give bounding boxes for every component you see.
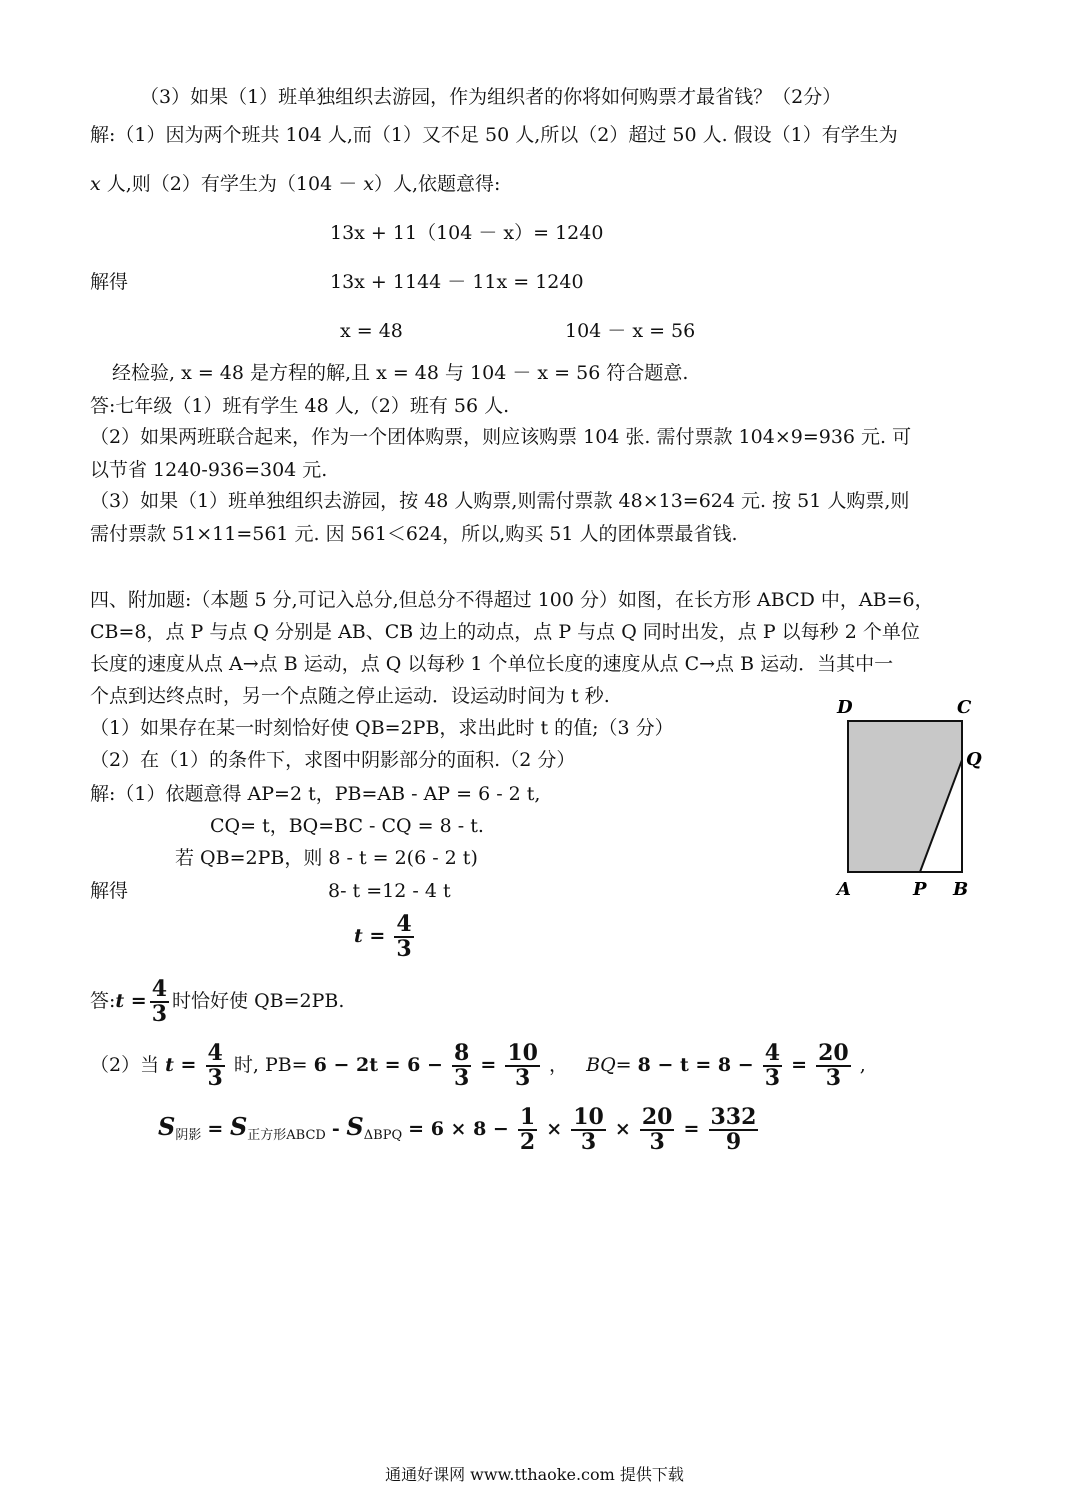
part2-calculation: （2）当 t = $\frac{4}{3}$ 时, PB= 6 − 2t = 6 − $\frac{8}{3}$ = $\frac{10}{3}$ ， BQ= 8 − t = 8 − $\frac{4}{3}$ = $\frac{20}{3}$ , xyxy=(90,1040,866,1092)
area-s-3: S xyxy=(346,1112,364,1142)
q3-title: （3）如果（1）班单独组织去游园，作为组织者的你将如何购票才最省钱？（2分） xyxy=(140,86,842,108)
answer-1: 答:七年级（1）班有学生 48 人,（2）班有 56 人. xyxy=(90,395,510,417)
area-sub-triangle: ΔBPQ xyxy=(363,1128,403,1144)
section4-line-1: 四、附加题:（本题 5 分,可记入总分,但总分不得超过 100 分）如图，在长方形 ABCD 中，AB=6， xyxy=(90,589,934,611)
section4-solution-1: 解:（1）依题意得 AP=2 t，PB=AB - AP = 6 - 2 t, xyxy=(90,783,541,805)
fraction-denominator: 3 xyxy=(453,1065,470,1092)
label-q: Q xyxy=(966,749,982,770)
label-b: B xyxy=(953,879,969,900)
fraction-4-3 xyxy=(394,913,413,961)
fraction-4-3-b xyxy=(150,978,169,1026)
section4-question-2: （2）在（1）的条件下，求图中阴影部分的面积.（2 分） xyxy=(90,749,576,771)
fraction-numerator: 1 xyxy=(519,1104,536,1130)
part2-line-1: （2）如果两班联合起来，作为一个团体购票，则应该购票 104 张. 需付票款 104×9=936 元. 可 xyxy=(90,426,912,448)
label-c: C xyxy=(957,697,972,718)
fraction-numerator: 4 xyxy=(151,976,168,1002)
answer-2-suffix: 时恰好使 QB=2PB. xyxy=(172,990,345,1013)
fraction-10-3-b xyxy=(571,1106,606,1154)
solution-line-2-text: 人,则（2）有学生为（104 － xyxy=(100,173,364,195)
part2-prefix: （2）当 xyxy=(90,1054,160,1077)
solution-line-1: 解:（1）因为两个班共 104 人,而（1）又不足 50 人,所以（2）超过 50 人. 假设（1）有学生为 xyxy=(90,124,898,146)
section4-solution-4: 8- t =12 - 4 t xyxy=(328,880,451,902)
equation-3a: x = 48 xyxy=(340,320,403,342)
section4-line-4: 个点到达终点时，另一个点随之停止运动．设运动时间为 t 秒. xyxy=(90,685,610,707)
jiede-label-1: 解得 xyxy=(90,271,129,293)
equation-1: 13x + 11（104 － x）= 1240 xyxy=(330,222,604,244)
fraction-numerator: 332 xyxy=(710,1104,757,1130)
part3-line-2: 需付票款 51×11=561 元. 因 561＜624，所以,购买 51 人的团体票最省钱. xyxy=(90,523,738,545)
section4-line-2: CB=8，点 P 与点 Q 分别是 AB、CB 边上的动点，点 P 与点 Q 同时出发，点 P 以每秒 2 个单位 xyxy=(90,621,920,643)
fraction-numerator: 8 xyxy=(453,1040,470,1066)
label-p: P xyxy=(913,879,927,900)
fraction-numerator: 10 xyxy=(507,1040,538,1066)
fraction-denominator: 3 xyxy=(825,1065,842,1092)
var-x2: x xyxy=(363,173,374,195)
section4-solution-2: CQ= t，BQ=BC - CQ = 8 - t. xyxy=(210,815,484,837)
fraction-numerator: 20 xyxy=(641,1104,673,1130)
fraction-denominator: 3 xyxy=(207,1065,223,1092)
page-footer: 通通好课网 www.tthaoke.com 提供下载 xyxy=(385,1465,684,1484)
fraction-10-3 xyxy=(505,1042,540,1090)
answer-2 xyxy=(90,978,344,1026)
jiede-label-2: 解得 xyxy=(90,880,129,902)
solution-line-2 xyxy=(90,173,500,196)
fraction-numerator: 4 xyxy=(396,911,412,937)
part2-shi: 时, PB= xyxy=(233,1054,308,1077)
answer-2-t: t = xyxy=(115,990,147,1013)
fraction-332-9 xyxy=(709,1106,759,1154)
fraction-denominator: 3 xyxy=(580,1129,597,1156)
label-d: D xyxy=(837,697,853,718)
fraction-numerator: 10 xyxy=(573,1104,604,1130)
part2-bq-label: BQ= xyxy=(586,1054,632,1077)
t-eq-label: t = xyxy=(354,925,386,948)
equation-2: 13x + 1144 － 11x = 1240 xyxy=(330,271,584,293)
check-line: 经检验, x = 48 是方程的解,且 x = 48 与 104 － x = 56 符合题意. xyxy=(112,362,689,384)
part2-line-2: 以节省 1240-936=304 元. xyxy=(90,459,328,481)
var-x: x xyxy=(90,173,101,195)
part2-bq-expr: 8 − t = 8 − xyxy=(637,1054,754,1077)
answer-2-prefix: 答: xyxy=(90,990,116,1013)
part2-pb-expr: 6 − 2t = 6 − xyxy=(313,1054,443,1077)
fraction-1-2 xyxy=(518,1106,537,1154)
area-s-1: S xyxy=(158,1112,176,1142)
part3-line-1: （3）如果（1）班单独组织去游园，按 48 人购票,则需付票款 48×13=624 元. 按 51 人购票,则 xyxy=(90,490,910,512)
fraction-20-3 xyxy=(816,1042,851,1090)
fraction-numerator: 4 xyxy=(764,1040,781,1066)
fraction-numerator: 4 xyxy=(207,1040,223,1066)
shaded-region xyxy=(848,721,962,872)
section4-question-1: （1）如果存在某一时刻恰好使 QB=2PB，求出此时 t 的值;（3 分） xyxy=(90,717,674,739)
fraction-denominator: 3 xyxy=(764,1065,781,1092)
rectangle-diagram xyxy=(834,693,994,905)
fraction-denominator: 3 xyxy=(514,1065,531,1092)
fraction-numerator: 20 xyxy=(818,1040,849,1066)
fraction-denominator: 3 xyxy=(396,936,412,963)
fraction-denominator: 2 xyxy=(519,1129,536,1156)
fraction-8-3 xyxy=(452,1042,471,1090)
area-mid-expr: 6 × 8 − xyxy=(430,1118,509,1141)
section4-line-3: 长度的速度从点 A→点 B 运动，点 Q 以每秒 1 个单位长度的速度从点 C→点 B 运动．当其中一 xyxy=(90,653,894,675)
area-s-2: S xyxy=(229,1112,248,1142)
fraction-4-3-d xyxy=(763,1042,782,1090)
area-sub-shadow: 阴影 xyxy=(175,1128,202,1144)
area-calculation: $S_{阴影} = S_{正方形ABCD} - S_{\Delta BPQ} = 6 \times 8$ − $\frac{1}{2}$ × $\frac{10}{3}$ × $\frac{20}{3}$ = $\frac{332}{9}$ xyxy=(158,1104,757,1156)
fraction-denominator: 3 xyxy=(649,1129,665,1156)
fraction-4-3-c xyxy=(206,1042,225,1090)
section4-solution-3: 若 QB=2PB，则 8 - t = 2(6 - 2 t) xyxy=(175,847,478,869)
fraction-20-3-b xyxy=(640,1106,675,1154)
solution-line-2-end: ）人,依题意得: xyxy=(373,173,501,195)
label-a: A xyxy=(837,879,851,900)
fraction-denominator: 9 xyxy=(725,1129,742,1156)
part2-t: t = xyxy=(165,1054,197,1077)
fraction-denominator: 3 xyxy=(151,1001,168,1028)
equation-3b: 104 － x = 56 xyxy=(565,320,696,342)
t-value-line xyxy=(354,913,417,961)
area-sub-rect: 正方形ABCD xyxy=(247,1128,326,1144)
